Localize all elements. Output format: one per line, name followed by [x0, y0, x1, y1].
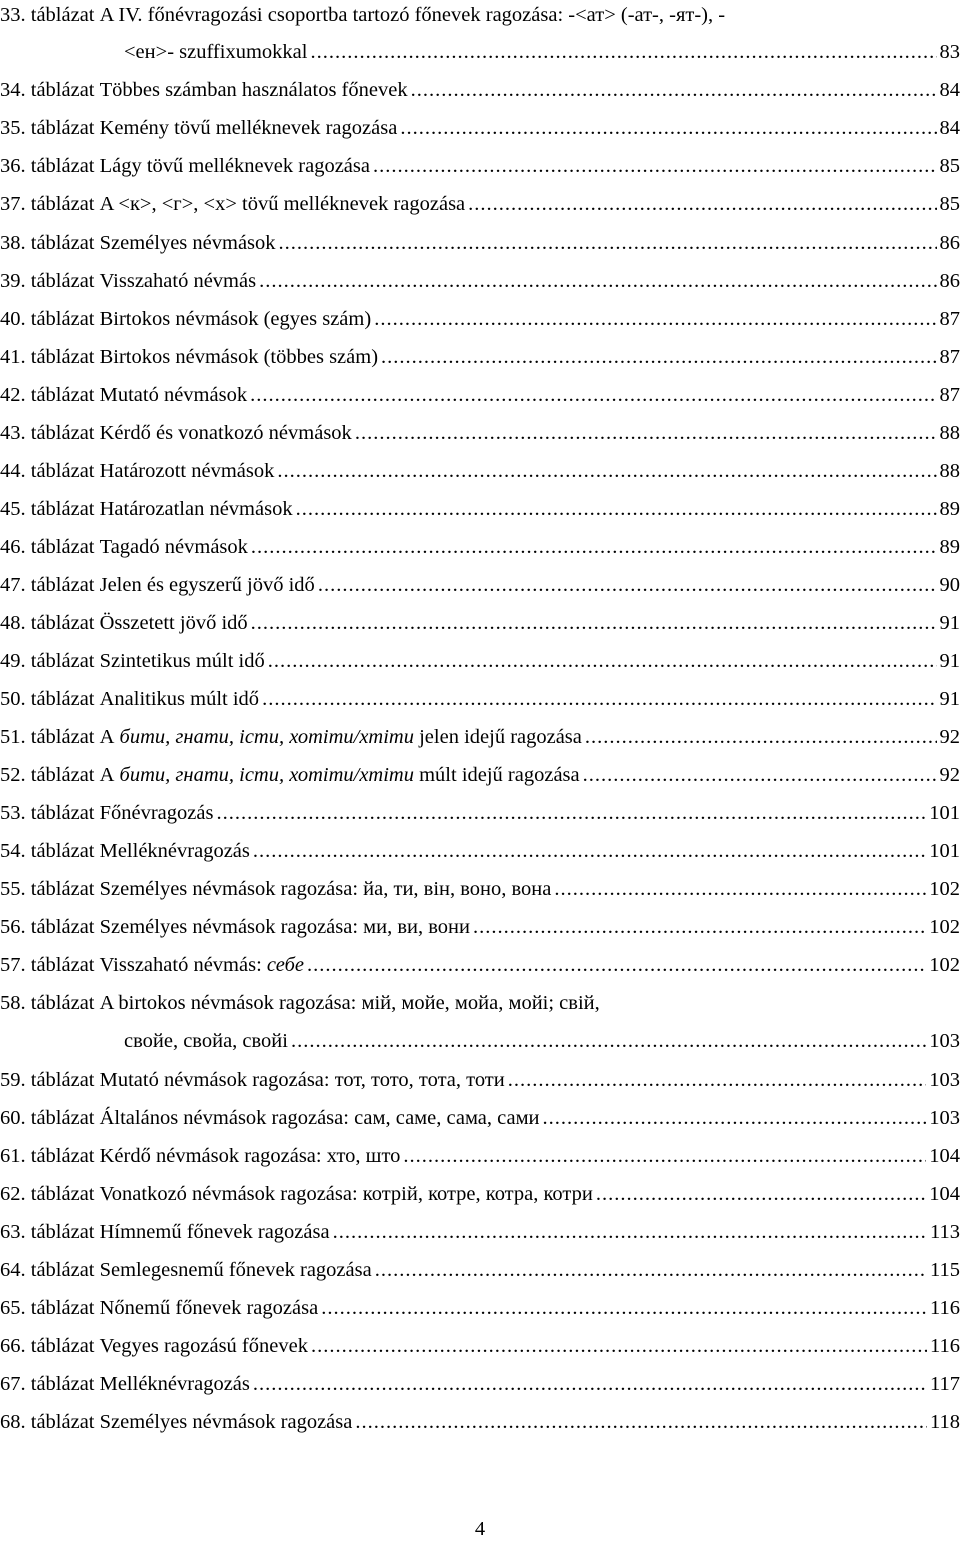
dot-leader [253, 1369, 927, 1399]
page-number: 87 [939, 308, 960, 330]
entry-number: 52. [0, 764, 26, 786]
entry-word: táblázat [30, 346, 95, 368]
entry-number: 61. [0, 1145, 26, 1167]
dot-leader [310, 37, 936, 67]
entry-number: 46. [0, 536, 26, 558]
entry-title-prefix: A [99, 726, 115, 748]
entry-number: 47. [0, 574, 26, 596]
dot-leader [253, 836, 926, 866]
entry-title: Vonatkozó névmások ragozása: котрій, котре, котра, котри [99, 1183, 593, 1205]
page-footer-number: 4 [474, 1518, 486, 1540]
entry-number: 57. [0, 954, 26, 976]
entry-word: táblázat [30, 878, 95, 900]
entry-number: 66. [0, 1335, 26, 1357]
entry-number: 65. [0, 1297, 26, 1319]
dot-leader [403, 1141, 926, 1171]
dot-leader [355, 1407, 927, 1437]
page-number: 92 [939, 726, 960, 748]
entry-number: 62. [0, 1183, 26, 1205]
entry-word: táblázat [30, 574, 95, 596]
entry-title-italic: бити, гнати, істи, хотіти/хтіти [119, 726, 414, 748]
page-number: 104 [929, 1145, 960, 1167]
page-number: 90 [939, 574, 960, 596]
entry-word: táblázat [30, 384, 95, 406]
entry-number: 63. [0, 1221, 26, 1243]
page-number: 103 [929, 1030, 960, 1052]
entry-number: 48. [0, 612, 26, 634]
dot-leader [251, 532, 937, 562]
entry-number: 56. [0, 916, 26, 938]
entry-word: táblázat [30, 1069, 95, 1091]
entry-word: táblázat [30, 688, 95, 710]
entry-word: táblázat [30, 498, 95, 520]
entry-word: táblázat [30, 536, 95, 558]
entry-title: Visszaható névmás [99, 270, 257, 292]
entry-word: táblázat [30, 1297, 95, 1319]
entry-word: táblázat [30, 1411, 95, 1433]
entry-word: táblázat [30, 422, 95, 444]
entry-title: Kérdő és vonatkozó névmások [99, 422, 352, 444]
page-number: 88 [939, 460, 960, 482]
entry-number: 55. [0, 878, 26, 900]
page-number: 89 [939, 536, 960, 558]
entry-number: 39. [0, 270, 26, 292]
page-number: 102 [929, 878, 960, 900]
entry-number: 42. [0, 384, 26, 406]
entry-title-suffix: jelen idejű ragozása [419, 726, 582, 748]
page-number: 91 [939, 650, 960, 672]
entry-title: Mutató névmások [99, 384, 248, 406]
entry-title: Nőnemű főnevek ragozása [99, 1297, 319, 1319]
entry-title-prefix: A [99, 764, 115, 786]
entry-word: táblázat [30, 954, 95, 976]
dot-leader [296, 494, 937, 524]
entry-number: 41. [0, 346, 26, 368]
page-number: 85 [939, 193, 960, 215]
entry-title-continued: свойе, свойа, свойі [124, 1030, 288, 1052]
entry-word: táblázat [30, 764, 95, 786]
dot-leader [543, 1103, 927, 1133]
page-number: 101 [929, 802, 960, 824]
entry-title: Vegyes ragozású főnevek [99, 1335, 308, 1357]
entry-number: 50. [0, 688, 26, 710]
dot-leader [259, 266, 936, 296]
entry-number: 54. [0, 840, 26, 862]
dot-leader [250, 380, 936, 410]
entry-number: 36. [0, 155, 26, 177]
entry-title: Mutató névmások ragozása: тот, тото, тота, тоти [99, 1069, 505, 1091]
entry-word: táblázat [30, 308, 95, 330]
entry-word: táblázat [30, 155, 95, 177]
page-number: 103 [929, 1069, 960, 1091]
entry-title: Melléknévragozás [99, 840, 250, 862]
entry-title: Melléknévragozás [99, 1373, 250, 1395]
dot-leader [596, 1179, 926, 1209]
entry-title: Tagadó névmások [99, 536, 248, 558]
entry-word: táblázat [30, 1107, 95, 1129]
entry-title: Analitikus múlt idő [99, 688, 260, 710]
page-number: 84 [939, 117, 960, 139]
dot-leader [411, 75, 937, 105]
entry-number: 34. [0, 79, 26, 101]
dot-leader [216, 798, 926, 828]
dot-leader [355, 418, 937, 448]
dot-leader [277, 456, 936, 486]
entry-title: Általános névmások ragozása: сам, саме, сама, сами [99, 1107, 540, 1129]
dot-leader [583, 760, 937, 790]
page-number: 92 [939, 764, 960, 786]
dot-leader [375, 1255, 927, 1285]
entry-title: Személyes névmások ragozása: ми, ви, вони [99, 916, 470, 938]
page-number: 91 [939, 688, 960, 710]
entry-number: 38. [0, 232, 26, 254]
entry-word: táblázat [30, 992, 95, 1014]
page-number: 86 [939, 270, 960, 292]
entry-title: A IV. főnévragozási csoportba tartozó főnevek ragozása: -<ат> (-ат-, -ят-), - [99, 4, 726, 26]
page-number: 84 [939, 79, 960, 101]
entry-title: Személyes névmások [99, 232, 276, 254]
entry-title-prefix: Visszaható névmás: [99, 954, 262, 976]
entry-word: táblázat [30, 79, 95, 101]
entry-word: táblázat [30, 193, 95, 215]
page-number: 116 [930, 1297, 960, 1319]
entry-word: táblázat [30, 840, 95, 862]
dot-leader [400, 113, 936, 143]
dot-leader [333, 1217, 927, 1247]
entry-word: táblázat [30, 1221, 95, 1243]
entry-title: Főnévragozás [99, 802, 214, 824]
dot-leader [311, 1331, 927, 1361]
page-number: 115 [930, 1259, 960, 1281]
dot-leader [251, 608, 937, 638]
entry-word: táblázat [30, 270, 95, 292]
page-number: 91 [939, 612, 960, 634]
entry-number: 40. [0, 308, 26, 330]
entry-title: Személyes névmások ragozása [99, 1411, 353, 1433]
entry-number: 49. [0, 650, 26, 672]
entry-word: táblázat [30, 1183, 95, 1205]
entry-word: táblázat [30, 1373, 95, 1395]
page-number: 88 [939, 422, 960, 444]
entry-word: táblázat [30, 650, 95, 672]
dot-leader [268, 646, 937, 676]
entry-title: Határozatlan névmások [99, 498, 293, 520]
entry-word: táblázat [30, 1335, 95, 1357]
page-number: 102 [929, 916, 960, 938]
entry-number: 44. [0, 460, 26, 482]
entry-word: táblázat [30, 1145, 95, 1167]
entry-title: Jelen és egyszerű jövő idő [99, 574, 315, 596]
entry-title: Kemény tövű melléknevek ragozása [99, 117, 398, 139]
entry-number: 68. [0, 1411, 26, 1433]
page-number: 104 [929, 1183, 960, 1205]
page-number: 87 [939, 384, 960, 406]
entry-word: táblázat [30, 460, 95, 482]
entry-title: Hímnemű főnevek ragozása [99, 1221, 330, 1243]
entry-word: táblázat [30, 802, 95, 824]
entry-number: 58. [0, 992, 26, 1014]
dot-leader [318, 570, 937, 600]
entry-number: 33. [0, 4, 26, 26]
dot-leader [373, 151, 937, 181]
entry-word: táblázat [30, 726, 95, 748]
entry-number: 60. [0, 1107, 26, 1129]
entry-number: 64. [0, 1259, 26, 1281]
dot-leader [262, 684, 936, 714]
dot-leader [291, 1026, 926, 1056]
entry-number: 45. [0, 498, 26, 520]
entry-number: 67. [0, 1373, 26, 1395]
entry-number: 37. [0, 193, 26, 215]
entry-title: Semlegesnemű főnevek ragozása [99, 1259, 372, 1281]
entry-word: táblázat [30, 232, 95, 254]
page-number: 118 [930, 1411, 960, 1433]
page-number: 83 [939, 41, 960, 63]
page-number: 117 [930, 1373, 960, 1395]
dot-leader [381, 342, 936, 372]
entry-title: Kérdő névmások ragozása: хто, што [99, 1145, 401, 1167]
dot-leader [468, 189, 936, 219]
entry-number: 35. [0, 117, 26, 139]
dot-leader [374, 304, 936, 334]
entry-title: A <к>, <г>, <х> tövű melléknevek ragozása [99, 193, 466, 215]
entry-title: A birtokos névmások ragozása: мій, мойе, мойа, мойі; свій, [99, 992, 600, 1014]
entry-word: táblázat [30, 916, 95, 938]
entry-title: Lágy tövű melléknevek ragozása [99, 155, 370, 177]
page-number: 86 [939, 232, 960, 254]
entry-word: táblázat [30, 117, 95, 139]
dot-leader [554, 874, 926, 904]
dot-leader [279, 228, 937, 258]
entry-title-italic: себе [266, 954, 304, 976]
entry-title-suffix: múlt idejű ragozása [419, 764, 580, 786]
entry-title-italic: бити, гнати, істи, хотіти/хтіти [119, 764, 414, 786]
entry-title: Személyes névmások ragozása: йа, ти, він, воно, вона [99, 878, 552, 900]
page-number: 116 [930, 1335, 960, 1357]
page-number: 87 [939, 346, 960, 368]
entry-title: Többes számban használatos főnevek [99, 79, 408, 101]
dot-leader [585, 722, 937, 752]
entry-number: 53. [0, 802, 26, 824]
entry-title: Szintetikus múlt idő [99, 650, 265, 672]
entry-title-continued: <ен>- szuffixumokkal [124, 41, 308, 63]
page-number: 103 [929, 1107, 960, 1129]
dot-leader [473, 912, 926, 942]
entry-title: Összetett jövő idő [99, 612, 248, 634]
dot-leader [508, 1065, 927, 1095]
entry-number: 43. [0, 422, 26, 444]
entry-number: 59. [0, 1069, 26, 1091]
entry-word: táblázat [30, 612, 95, 634]
page-number: 89 [939, 498, 960, 520]
dot-leader [307, 950, 926, 980]
entry-word: táblázat [30, 1259, 95, 1281]
page-number: 113 [930, 1221, 960, 1243]
page-number: 101 [929, 840, 960, 862]
entry-title: Birtokos névmások (többes szám) [99, 346, 379, 368]
page-number: 85 [939, 155, 960, 177]
entry-title: Határozott névmások [99, 460, 275, 482]
entry-title: Birtokos névmások (egyes szám) [99, 308, 372, 330]
dot-leader [321, 1293, 927, 1323]
entry-word: táblázat [30, 4, 95, 26]
page-number: 102 [929, 954, 960, 976]
entry-number: 51. [0, 726, 26, 748]
